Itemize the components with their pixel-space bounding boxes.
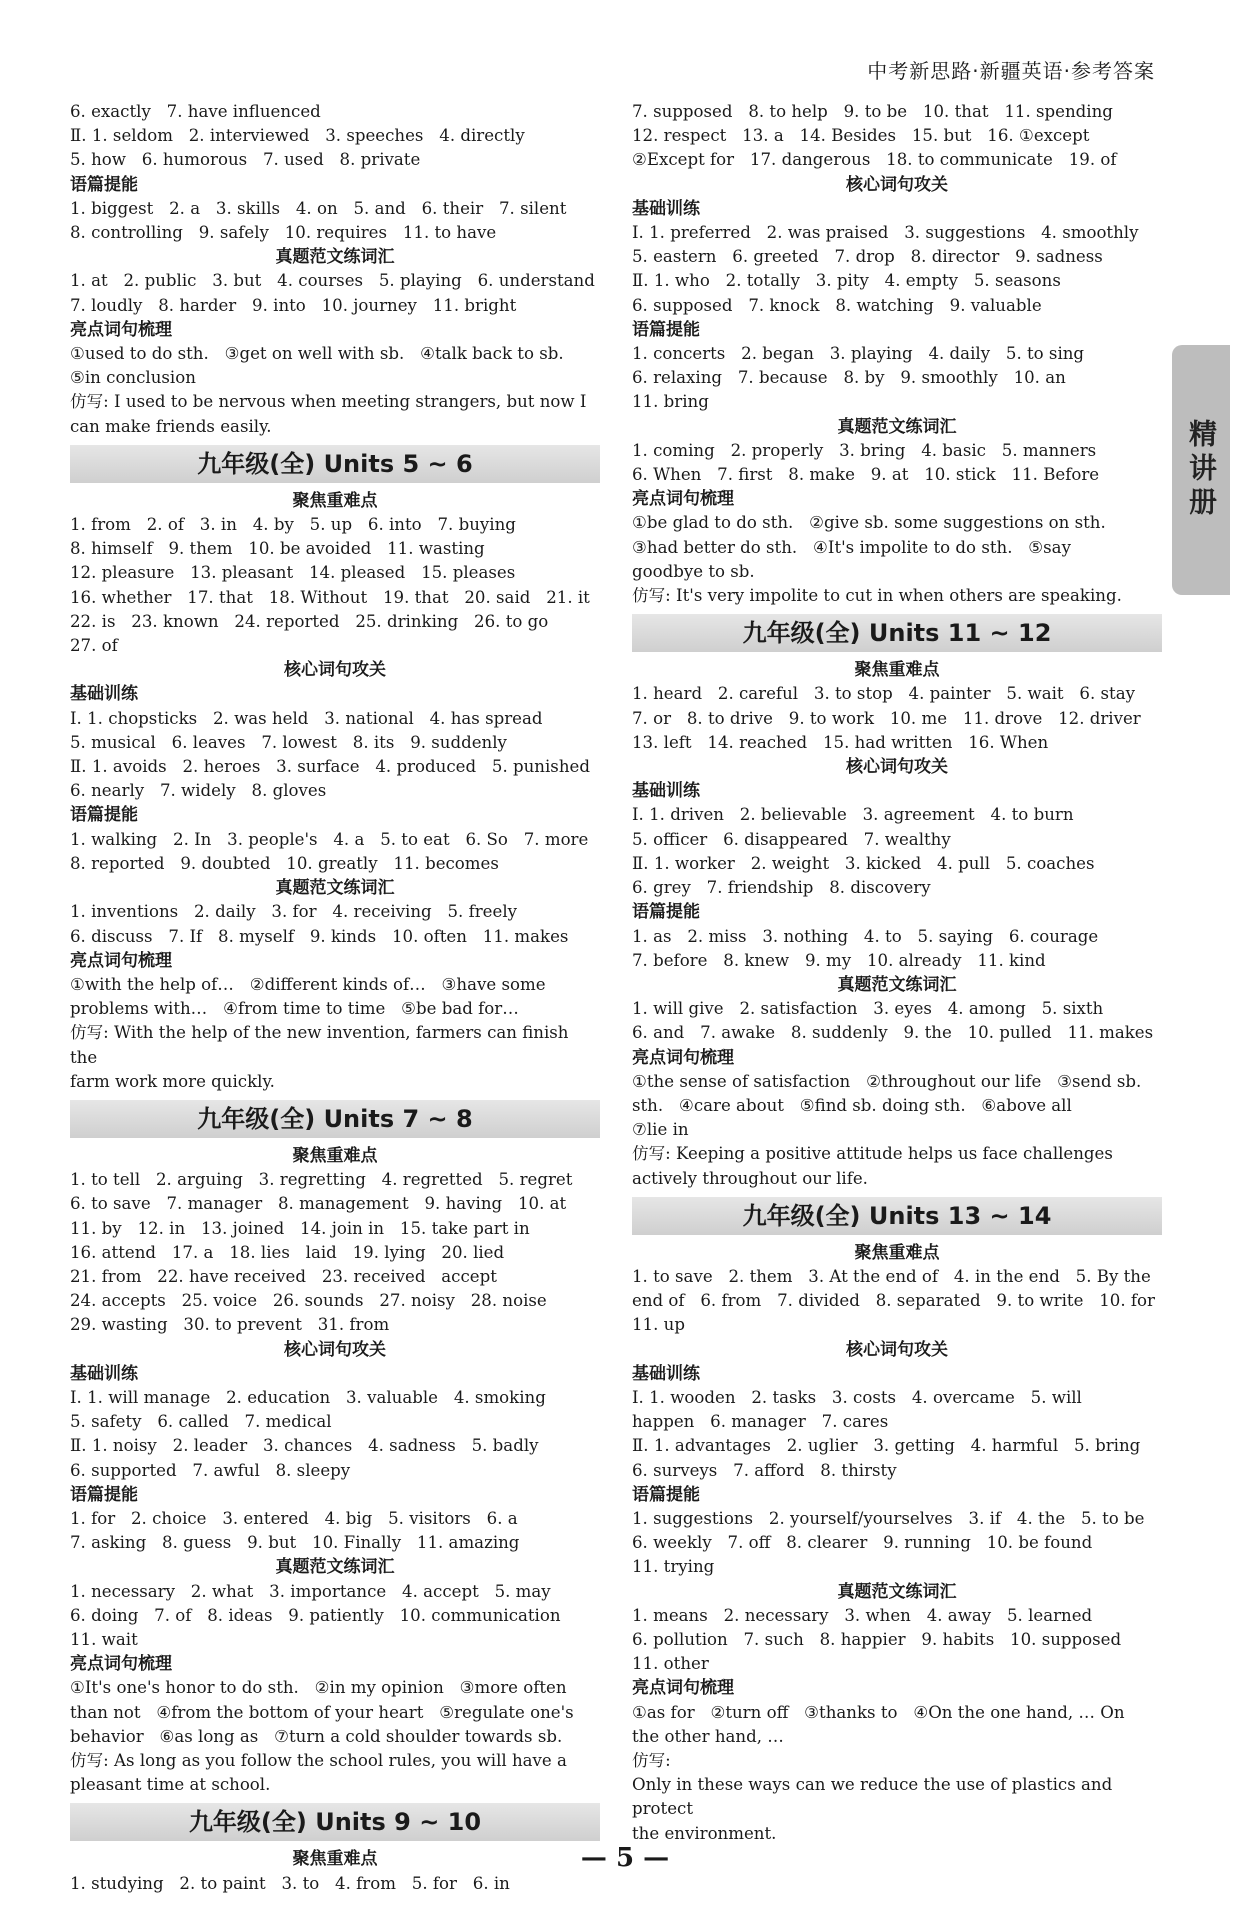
- answer-line: ③had better do sth. ④It's impolite to do sth. ⑤say: [632, 537, 1071, 557]
- section-heading: 真题范文练词汇: [275, 878, 395, 899]
- section-heading: 亮点词句梳理: [632, 1678, 734, 1699]
- answer-line: Ⅱ. 1. advantages 2. uglier 3. getting 4. harmful 5. bring: [632, 1436, 1141, 1456]
- answer-line: sth. ④care about ⑤find sb. doing sth. ⑥above all: [632, 1095, 1072, 1115]
- answer-line: Ⅰ. 1. will manage 2. education 3. valuable 4. smoking: [70, 1387, 546, 1407]
- answer-line: 1. to save 2. them 3. At the end of 4. in the end 5. By the: [632, 1266, 1151, 1286]
- answer-line: 仿写:: [632, 1751, 671, 1770]
- section-heading: 基础训练: [632, 1363, 700, 1384]
- answer-line: pleasant time at school.: [70, 1775, 271, 1795]
- answer-line: 6. supported 7. awful 8. sleepy: [70, 1460, 351, 1480]
- answer-line: 16. attend 17. a 18. lies laid 19. lying 20. lied: [70, 1242, 505, 1262]
- section-heading: 真题范文练词汇: [837, 974, 957, 995]
- answer-line: 5. how 6. humorous 7. used 8. private: [70, 150, 421, 170]
- section-heading: 核心词句攻关: [846, 757, 948, 778]
- answer-line: ⑦lie in: [632, 1120, 689, 1140]
- answer-line: 7. loudly 8. harder 9. into 10. journey 11. bright: [70, 295, 517, 315]
- answer-line: 6. to save 7. manager 8. management 9. having 10. at: [70, 1194, 567, 1214]
- answer-line: Ⅰ. 1. chopsticks 2. was held 3. national 4. has spread: [70, 708, 543, 728]
- section-heading: 语篇提能: [632, 319, 700, 340]
- answer-line: ②Except for 17. dangerous 18. to communicate 19. of: [632, 150, 1117, 170]
- answer-line: 仿写: It's very impolite to cut in when others are speaking.: [632, 586, 1122, 606]
- answer-line: Ⅱ. 1. avoids 2. heroes 3. surface 4. produced 5. punished: [70, 757, 590, 777]
- answer-line: ⑤in conclusion: [70, 368, 196, 388]
- answer-line: 11. other: [632, 1654, 709, 1674]
- section-heading: 核心词句攻关: [846, 1339, 948, 1360]
- section-heading: 语篇提能: [70, 1484, 138, 1505]
- answer-line: 7. asking 8. guess 9. but 10. Finally 11. amazing: [70, 1533, 520, 1553]
- answer-line: ①as for ②turn off ③thanks to ④On the one hand, … On: [632, 1702, 1125, 1722]
- answer-line: Ⅱ. 1. noisy 2. leader 3. chances 4. sadness 5. badly: [70, 1436, 539, 1456]
- answer-line: 6. and 7. awake 8. suddenly 9. the 10. pulled 11. makes: [632, 1023, 1154, 1043]
- answer-line: behavior ⑥as long as ⑦turn a cold shoulder towards sb.: [70, 1726, 563, 1746]
- answer-line: Ⅱ. 1. seldom 2. interviewed 3. speeches 4. directly: [70, 126, 525, 146]
- answer-line: 1. will give 2. satisfaction 3. eyes 4. among 5. sixth: [632, 999, 1104, 1019]
- answer-line: 1. inventions 2. daily 3. for 4. receiving 5. freely: [70, 902, 518, 922]
- answer-line: 8. himself 9. them 10. be avoided 11. wasting: [70, 539, 485, 559]
- answer-line: 1. concerts 2. began 3. playing 4. daily 5. to sing: [632, 344, 1085, 364]
- answer-line: 1. coming 2. properly 3. bring 4. basic 5. manners: [632, 440, 1097, 460]
- answer-line: 1. biggest 2. a 3. skills 4. on 5. and 6. their 7. silent: [70, 198, 567, 218]
- section-heading: 真题范文练词汇: [837, 416, 957, 437]
- section-heading: 亮点词句梳理: [632, 489, 734, 510]
- section-heading: 核心词句攻关: [284, 1339, 386, 1360]
- section-heading: 亮点词句梳理: [70, 1654, 172, 1675]
- answer-line: ①with the help of… ②different kinds of… ③have some: [70, 974, 546, 994]
- unit-banner: 九年级(全) Units 13 ~ 14: [632, 1197, 1162, 1235]
- unit-banner: 九年级(全) Units 11 ~ 12: [632, 614, 1162, 652]
- side-tab: [1172, 345, 1230, 595]
- unit-banner: 九年级(全) Units 9 ~ 10: [70, 1803, 600, 1841]
- answer-line: end of 6. from 7. divided 8. separated 9. to write 10. for: [632, 1291, 1155, 1311]
- section-heading: 语篇提能: [70, 805, 138, 826]
- answer-line: 仿写: I used to be nervous when meeting strangers, but now I: [70, 392, 587, 412]
- section-heading: 语篇提能: [70, 174, 138, 195]
- answer-line: 仿写: As long as you follow the school rules, you will have a: [70, 1751, 567, 1770]
- answer-line: 1. heard 2. careful 3. to stop 4. painter 5. wait 6. stay: [632, 684, 1135, 704]
- section-heading: 亮点词句梳理: [632, 1047, 734, 1068]
- answer-line: than not ④from the bottom of your heart ⑤regulate one's: [70, 1702, 574, 1722]
- answer-line: ①used to do sth. ③get on well with sb. ④talk back to sb.: [70, 344, 564, 364]
- answer-line: Ⅰ. 1. wooden 2. tasks 3. costs 4. overcame 5. will: [632, 1387, 1082, 1407]
- section-heading: 语篇提能: [632, 1484, 700, 1505]
- answer-line: 6. doing 7. of 8. ideas 9. patiently 10. communication: [70, 1605, 561, 1625]
- answer-line: 8. controlling 9. safely 10. requires 11. to have: [70, 223, 497, 243]
- answer-line: can make friends easily.: [70, 416, 272, 436]
- section-heading: 核心词句攻关: [846, 174, 948, 195]
- answer-line: 29. wasting 30. to prevent 31. from: [70, 1315, 390, 1335]
- answer-line: 6. supposed 7. knock 8. watching 9. valuable: [632, 295, 1042, 315]
- answer-line: 1. necessary 2. what 3. importance 4. accept 5. may: [70, 1581, 551, 1601]
- answer-line: 6. exactly 7. have influenced: [70, 102, 321, 121]
- answer-line: 12. pleasure 13. pleasant 14. pleased 15. pleases: [70, 563, 516, 583]
- answer-line: 13. left 14. reached 15. had written 16. When: [632, 732, 1049, 752]
- answer-line: 7. before 8. knew 9. my 10. already 11. kind: [632, 950, 1046, 970]
- section-heading: 核心词句攻关: [284, 660, 386, 681]
- answer-line: 27. of: [70, 636, 118, 656]
- answer-line: 11. by 12. in 13. joined 14. join in 15. take part in: [70, 1218, 530, 1238]
- answer-line: 5. safety 6. called 7. medical: [70, 1412, 332, 1432]
- section-heading: 基础训练: [70, 1363, 138, 1384]
- answer-line: problems with… ④from time to time ⑤be bad for…: [70, 999, 519, 1019]
- section-heading: 基础训练: [632, 198, 700, 219]
- answer-line: Ⅱ. 1. who 2. totally 3. pity 4. empty 5. seasons: [632, 271, 1061, 291]
- section-heading: 真题范文练词汇: [837, 1581, 957, 1602]
- answer-line: 6. weekly 7. off 8. clearer 9. running 10. be found: [632, 1533, 1093, 1553]
- section-heading: 聚焦重难点: [292, 490, 378, 511]
- answer-line: 6. relaxing 7. because 8. by 9. smoothly 10. an: [632, 368, 1066, 388]
- answer-line: 1. to tell 2. arguing 3. regretting 4. regretted 5. regret: [70, 1170, 573, 1190]
- section-heading: 聚焦重难点: [854, 660, 940, 681]
- answer-line: 11. bring: [632, 392, 709, 412]
- section-heading: 亮点词句梳理: [70, 950, 172, 971]
- answer-line: 5. eastern 6. greeted 7. drop 8. director 9. sadness: [632, 247, 1103, 267]
- answer-line: 1. for 2. choice 3. entered 4. big 5. visitors 6. a: [70, 1508, 518, 1528]
- answer-line: 1. walking 2. In 3. people's 4. a 5. to eat 6. So 7. more: [70, 829, 589, 849]
- unit-banner: 九年级(全) Units 5 ~ 6: [70, 445, 600, 483]
- answer-line: actively throughout our life.: [632, 1168, 868, 1188]
- section-heading: 真题范文练词汇: [275, 1557, 395, 1578]
- answer-line: 1. means 2. necessary 3. when 4. away 5. learned: [632, 1605, 1093, 1625]
- answer-line: 1. from 2. of 3. in 4. by 5. up 6. into 7. buying: [70, 515, 516, 535]
- section-heading: 基础训练: [632, 781, 700, 802]
- answer-line: Only in these ways can we reduce the use of plastics and protect: [632, 1775, 1118, 1819]
- answer-line: 7. or 8. to drive 9. to work 10. me 11. drove 12. driver: [632, 708, 1141, 728]
- answer-line: 6. When 7. first 8. make 9. at 10. stick 11. Before: [632, 465, 1100, 485]
- section-heading: 真题范文练词汇: [275, 247, 395, 268]
- answer-line: 仿写: With the help of the new invention, farmers can finish the: [70, 1023, 574, 1067]
- answer-line: 12. respect 13. a 14. Besides 15. but 16. ①except: [632, 126, 1090, 146]
- answer-line: 1. at 2. public 3. but 4. courses 5. playing 6. understand: [70, 271, 595, 291]
- answer-line: Ⅰ. 1. preferred 2. was praised 3. suggestions 4. smoothly: [632, 223, 1139, 243]
- answer-line: happen 6. manager 7. cares: [632, 1412, 889, 1432]
- answer-line: Ⅱ. 1. worker 2. weight 3. kicked 4. pull 5. coaches: [632, 853, 1095, 873]
- answer-line: 仿写: Keeping a positive attitude helps us face challenges: [632, 1144, 1113, 1164]
- left-column: [70, 100, 600, 1896]
- answer-line: ①It's one's honor to do sth. ②in my opinion ③more often: [70, 1678, 567, 1698]
- answer-line: 1. studying 2. to paint 3. to 4. from 5. for 6. in: [70, 1873, 510, 1893]
- unit-banner: 九年级(全) Units 7 ~ 8: [70, 1100, 600, 1138]
- answer-line: 11. up: [632, 1315, 685, 1335]
- page-header: 中考新思路·新疆英语·参考答案: [867, 59, 1155, 83]
- section-heading: 聚焦重难点: [292, 1849, 378, 1870]
- section-heading: 亮点词句梳理: [70, 319, 172, 340]
- answer-line: farm work more quickly.: [70, 1071, 275, 1091]
- answer-line: 5. musical 6. leaves 7. lowest 8. its 9. suddenly: [70, 732, 507, 752]
- answer-line: ①the sense of satisfaction ②throughout our life ③send sb.: [632, 1071, 1142, 1091]
- answer-line: the other hand, …: [632, 1726, 784, 1746]
- answer-line: goodbye to sb.: [632, 561, 755, 581]
- answer-line: 6. discuss 7. If 8. myself 9. kinds 10. often 11. makes: [70, 926, 569, 946]
- section-heading: 基础训练: [70, 684, 138, 705]
- answer-line: 6. grey 7. friendship 8. discovery: [632, 878, 931, 898]
- answer-line: 1. as 2. miss 3. nothing 4. to 5. saying 6. courage: [632, 926, 1099, 946]
- right-column: [632, 100, 1162, 1846]
- answer-line: 16. whether 17. that 18. Without 19. that 20. said 21. it: [70, 587, 590, 607]
- answer-line: 6. surveys 7. afford 8. thirsty: [632, 1460, 897, 1480]
- page-number: — 5 —: [580, 1843, 670, 1873]
- answer-line: 21. from 22. have received 23. received accept: [70, 1266, 497, 1286]
- answer-line: 6. nearly 7. widely 8. gloves: [70, 781, 327, 801]
- section-heading: 聚焦重难点: [292, 1145, 378, 1166]
- answer-line: 6. pollution 7. such 8. happier 9. habits 10. supposed: [632, 1629, 1122, 1649]
- answer-line: the environment.: [632, 1823, 777, 1843]
- answer-line: 1. suggestions 2. yourself/yourselves 3. if 4. the 5. to be: [632, 1508, 1145, 1528]
- answer-line: 8. reported 9. doubted 10. greatly 11. becomes: [70, 853, 499, 873]
- answer-line: 24. accepts 25. voice 26. sounds 27. noisy 28. noise: [70, 1291, 547, 1311]
- answer-line: Ⅰ. 1. driven 2. believable 3. agreement 4. to burn: [632, 805, 1074, 825]
- answer-line: 5. officer 6. disappeared 7. wealthy: [632, 829, 951, 849]
- answer-line: 22. is 23. known 24. reported 25. drinking 26. to go: [70, 611, 549, 631]
- section-heading: 聚焦重难点: [854, 1242, 940, 1263]
- answer-line: 7. supposed 8. to help 9. to be 10. that 11. spending: [632, 102, 1113, 121]
- answer-line: 11. wait: [70, 1629, 138, 1649]
- side-tab-label: 精讲册: [1185, 419, 1218, 521]
- answer-line: 11. trying: [632, 1557, 715, 1577]
- section-heading: 语篇提能: [632, 902, 700, 923]
- answer-line: ①be glad to do sth. ②give sb. some suggestions on sth.: [632, 513, 1106, 533]
